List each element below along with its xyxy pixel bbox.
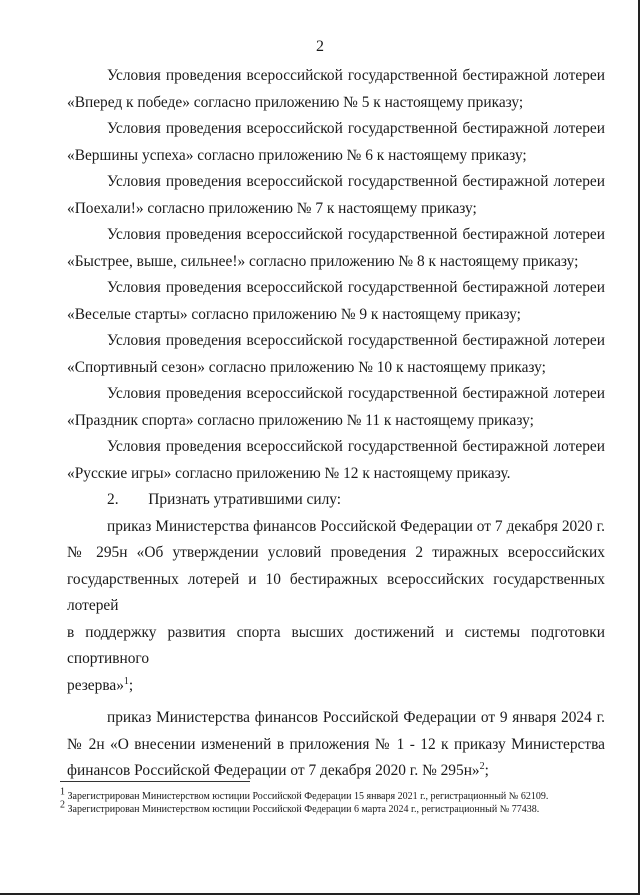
order-line: в поддержку развития спорта высших достижений и системы подготовки спортивного: [67, 623, 605, 667]
lottery-clause-7: [67, 169, 605, 222]
repealed-order-1: [67, 514, 605, 700]
clause-line: «Спортивный сезон» согласно приложению № 10 к настоящему приказу;: [67, 358, 546, 376]
clause-line: Условия проведения всероссийской государственной бестиражной лотереи: [107, 67, 605, 84]
footnote-2: $^2$ Зарегистрирован Министерством юстиции Российской Федерации 6 марта 2024 г., регистрационный № 77438.: [60, 799, 540, 815]
clause-line: «Русские игры» согласно приложению № 12 к настоящему приказу.: [67, 464, 511, 482]
clause-line: Условия проведения всероссийской государственной бестиражной лотереи: [107, 438, 605, 455]
clause-line: Условия проведения всероссийской государственной бестиражной лотереи: [107, 332, 605, 349]
order-line: № 295н «Об утверждении условий проведения 2 тиражных всероссийских: [67, 544, 605, 561]
order-line: финансов Российской Федерации от 7 декабря 2020 г. № 295н»$^2$;: [67, 760, 489, 779]
clause-line: «Вперед к победе» согласно приложению № 5 к настоящему приказу;: [67, 93, 524, 111]
lottery-clause-12: [67, 434, 605, 487]
section-number: 2.: [107, 491, 119, 508]
clause-line: «Поехали!» согласно приложению № 7 к настоящему приказу;: [67, 199, 477, 217]
lottery-clause-8: [67, 222, 605, 275]
page-number: 2: [316, 38, 324, 55]
clause-line: Условия проведения всероссийской государственной бестиражной лотереи: [107, 279, 605, 296]
footnotes: [60, 786, 600, 816]
clause-line: «Вершины успеха» согласно приложению № 6 к настоящему приказу;: [67, 146, 527, 164]
section-2-heading: [67, 487, 605, 514]
document-body: [67, 63, 605, 785]
section-title: Признать утратившими силу:: [148, 491, 342, 508]
footnote-ref: 2: [479, 760, 485, 772]
clause-line: «Праздник спорта» согласно приложению № 11 к настоящему приказу;: [67, 411, 534, 429]
order-line: приказ Министерства финансов Российской Федерации от 7 декабря 2020 г.: [107, 517, 605, 535]
footnote-1: $^1$ Зарегистрирован Министерством юстиции Российской Федерации 15 января 2021 г., регистрационный № 62109.: [60, 786, 549, 802]
order-line: № 2н «О внесении изменений в приложения № 1 - 12 к приказу Министерства: [67, 735, 605, 753]
repealed-order-2: [67, 705, 605, 785]
clause-line: Условия проведения всероссийской государственной бестиражной лотереи: [107, 226, 605, 243]
order-line: государственных лотерей и 10 бестиражных всероссийских государственных лотерей: [67, 570, 605, 614]
footnote-divider: [60, 781, 250, 782]
clause-line: Условия проведения всероссийской государственной бестиражной лотереи: [107, 173, 605, 190]
clause-line: Условия проведения всероссийской государственной бестиражной лотереи: [107, 120, 605, 137]
lottery-clause-5: [67, 63, 605, 116]
lottery-clause-9: [67, 275, 605, 328]
lottery-clause-11: [67, 381, 605, 434]
order-line: приказ Министерства финансов Российской Федерации от 9 января 2024 г.: [107, 709, 605, 726]
lottery-clause-6: [67, 116, 605, 169]
clause-line: «Веселые старты» согласно приложению № 9 к настоящему приказу;: [67, 305, 521, 323]
clause-line: «Быстрее, выше, сильнее!» согласно приложению № 8 к настоящему приказу;: [67, 252, 579, 270]
lottery-clause-10: [67, 328, 605, 381]
footnote-ref: 1: [123, 675, 129, 687]
clause-line: Условия проведения всероссийской государственной бестиражной лотереи: [107, 385, 605, 402]
order-line: резерва»$^1$;: [67, 675, 134, 694]
